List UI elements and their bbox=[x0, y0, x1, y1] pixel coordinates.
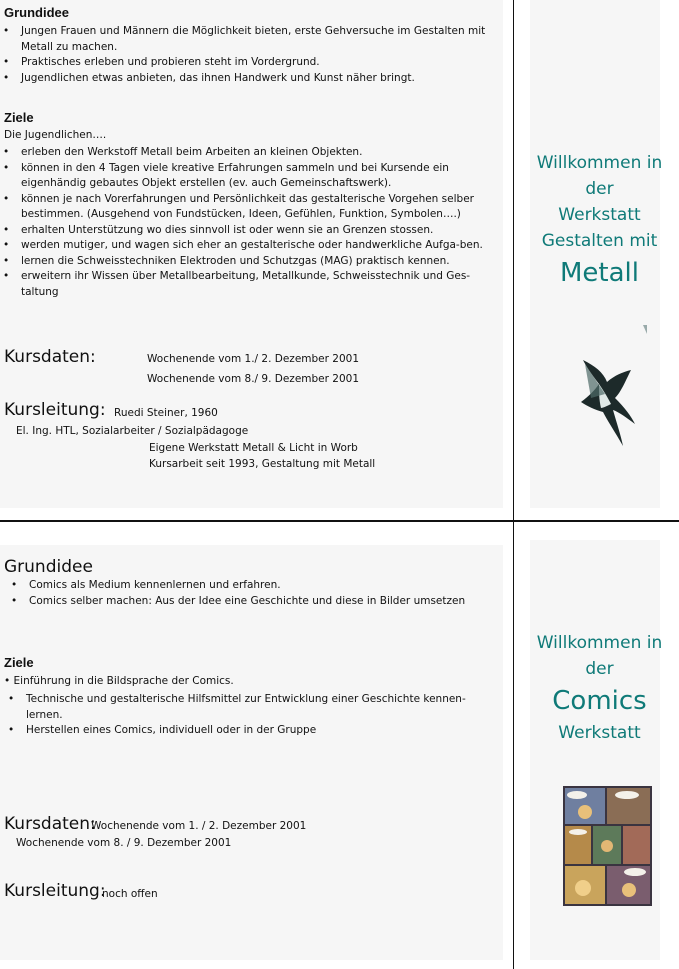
sculpture-tip bbox=[643, 325, 647, 334]
comic-figure bbox=[575, 880, 591, 896]
list-item: • Jugendlichen etwas anbieten, das ihnen Handwerk und Kunst näher bringt. bbox=[0, 71, 500, 87]
top-side-title bbox=[520, 150, 679, 292]
top-ziele-list bbox=[0, 145, 500, 300]
top-kursleitung-name: Ruedi Steiner, 1960 bbox=[114, 407, 218, 419]
top-grundidee-heading: Grundidee bbox=[4, 5, 70, 20]
horizontal-divider bbox=[0, 520, 679, 522]
list-item: • werden mutiger, und wagen sich eher an gestalterische oder handwerkliche Aufga-ben. bbox=[0, 238, 500, 254]
side-line: der bbox=[585, 659, 614, 679]
side-big-word: Comics bbox=[552, 686, 647, 716]
list-item: • lernen die Schweisstechniken Elektroden und Schutzgas (MAG) praktisch kennen. bbox=[0, 254, 500, 270]
list-item: • Comics als Medium kennenlernen und erfahren. bbox=[8, 578, 503, 594]
top-kursdaten-date2: Wochenende vom 8./ 9. Dezember 2001 bbox=[147, 373, 360, 385]
speech-bubble bbox=[615, 791, 639, 799]
top-kursleitung-line1: El. Ing. HTL, Sozialarbeiter / Sozialpädagoge bbox=[16, 425, 249, 437]
list-item: • erleben den Werkstoff Metall beim Arbeiten an kleinen Objekten. bbox=[0, 145, 500, 161]
list-item: • können in den 4 Tagen viele kreative Erfahrungen sammeln und bei Kursende ein eigenhändig gebautes Objekt erstellen (ev. auch Gemeinschaftswerk). bbox=[0, 161, 500, 192]
list-item: • Herstellen eines Comics, individuell oder in der Gruppe bbox=[5, 723, 490, 739]
list-item: • Technische und gestalterische Hilfsmittel zur Entwicklung einer Geschichte kennen-lernen. bbox=[5, 692, 490, 723]
list-item: • Comics selber machen: Aus der Idee eine Geschichte und diese in Bilder umsetzen bbox=[8, 594, 503, 610]
list-item: • erweitern ihr Wissen über Metallbearbeitung, Metallkunde, Schweisstechnik und Ges-taltung bbox=[0, 269, 500, 300]
bottom-ziele-list bbox=[5, 692, 490, 739]
side-line: Werkstatt bbox=[558, 205, 641, 225]
list-item: • können je nach Vorerfahrungen und Persönlichkeit das gestalterische Vorgehen selber bestimmen. (Ausgehend von Fundstücken, Ideen, Gefühlen, Funktion, Symbolen….) bbox=[0, 192, 500, 223]
bottom-ziele-intro: • Einführung in die Bildsprache der Comics. bbox=[4, 675, 234, 687]
list-item: • Jungen Frauen und Männern die Möglichkeit bieten, erste Gehversuche im Gestalten mit Metall zu machen. bbox=[0, 24, 500, 55]
side-line: Willkommen in bbox=[536, 633, 663, 653]
comic-figure bbox=[622, 883, 636, 897]
comic-figure bbox=[578, 805, 592, 819]
side-line: Werkstatt bbox=[558, 723, 641, 743]
top-kursleitung-line2: Eigene Werkstatt Metall & Licht in Worb bbox=[149, 442, 358, 454]
bottom-kursdaten-label: Kursdaten: bbox=[4, 814, 96, 834]
top-grundidee-list bbox=[0, 24, 500, 86]
metal-sculpture-image bbox=[555, 320, 655, 450]
list-item: • Praktisches erleben und probieren steht im Vordergrund. bbox=[0, 55, 500, 71]
top-kursleitung-label: Kursleitung: bbox=[4, 400, 106, 420]
comic-panel bbox=[623, 826, 650, 864]
vertical-divider-bottom bbox=[513, 522, 514, 969]
top-ziele-intro: Die Jugendlichen…. bbox=[4, 129, 107, 141]
side-line: Gestalten mit bbox=[541, 231, 658, 251]
bottom-kursleitung-label: Kursleitung: bbox=[4, 881, 106, 901]
bottom-grundidee-heading: Grundidee bbox=[4, 557, 93, 577]
top-kursdaten-date1: Wochenende vom 1./ 2. Dezember 2001 bbox=[147, 353, 360, 365]
bottom-side-title bbox=[520, 630, 679, 746]
side-big-word: Metall bbox=[559, 258, 639, 288]
list-item: • erhalten Unterstützung wo dies sinnvoll ist oder wenn sie an Grenzen stossen. bbox=[0, 223, 500, 239]
bottom-kursleitung-name: noch offen bbox=[102, 888, 158, 900]
speech-bubble bbox=[569, 829, 587, 835]
side-line: der bbox=[585, 179, 614, 199]
bottom-kursdaten-date2: Wochenende vom 8. / 9. Dezember 2001 bbox=[16, 837, 232, 849]
speech-bubble bbox=[624, 868, 646, 876]
bottom-kursdaten-date1: Wochenende vom 1. / 2. Dezember 2001 bbox=[91, 820, 307, 832]
bottom-ziele-heading: Ziele bbox=[4, 655, 34, 670]
top-kursleitung-line3: Kursarbeit seit 1993, Gestaltung mit Metall bbox=[149, 458, 376, 470]
comic-figure bbox=[601, 840, 613, 852]
vertical-divider-top bbox=[513, 0, 514, 520]
top-ziele-heading: Ziele bbox=[4, 110, 34, 125]
comic-page-image bbox=[563, 786, 652, 906]
side-line: Willkommen in bbox=[536, 153, 663, 173]
top-kursdaten-label: Kursdaten: bbox=[4, 347, 96, 367]
bottom-grundidee-list bbox=[8, 578, 503, 609]
speech-bubble bbox=[567, 791, 587, 799]
